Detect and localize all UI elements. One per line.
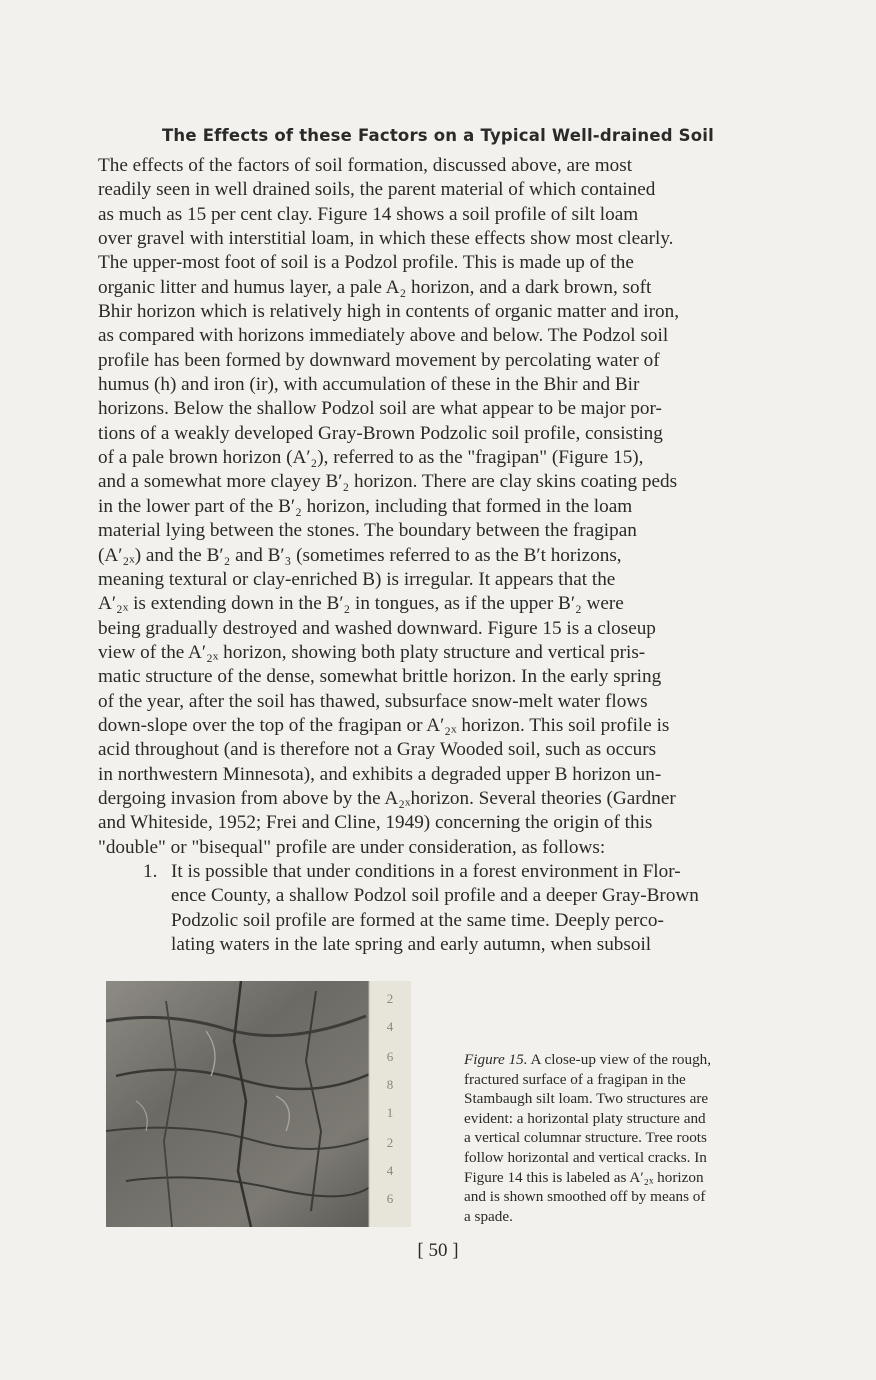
paragraph-line: tions of a weakly developed Gray-Brown Podzolic soil profile, consisting [98,422,663,444]
paragraph-line: readily seen in well drained soils, the parent material of which contained [98,179,656,201]
paragraph-line: acid throughout (and is therefore not a Gray Wooded soil, such as occurs [98,739,657,761]
list-line: ence County, a shallow Podzol soil profile and a deeper Gray-Brown [171,885,699,907]
caption-line: and is shown smoothed off by means of [464,1188,706,1206]
paragraph-line: dergoing invasion from above by the A₂ₓhorizon. Several theories (Gardner [98,787,676,809]
scale-label: 1 [386,1105,394,1120]
paragraph-line: horizons. Below the shallow Podzol soil are what appear to be major por- [98,398,662,420]
paragraph-line: (A′₂ₓ) and the B′₂ and B′₃ (sometimes referred to as the B′t horizons, [98,544,622,566]
paragraph-line: as much as 15 per cent clay. Figure 14 shows a soil profile of silt loam [98,203,639,225]
paragraph-line: in northwestern Minnesota), and exhibits a degraded upper B horizon un- [98,763,662,785]
paragraph-line: "double" or "bisequal" profile are under consideration, as follows: [98,836,606,858]
fragipan-photo [106,981,411,1227]
scale-label: 6 [386,1191,394,1206]
paragraph-line: over gravel with interstitial loam, in which these effects show most clearly. [98,228,674,250]
scale-label: 8 [386,1077,394,1092]
paragraph-line: matic structure of the dense, somewhat brittle horizon. In the early spring [98,666,662,688]
figure-caption [464,1050,796,1226]
fragipan-photo-art [106,981,411,1227]
list-line: lating waters in the late spring and early autumn, when subsoil [171,934,652,956]
paragraph-line: material lying between the stones. The boundary between the fragipan [98,520,637,542]
paragraph-line: and a somewhat more clayey B′₂ horizon. There are clay skins coating peds [98,471,678,493]
caption-figure-label: Figure 15. [464,1051,528,1068]
caption-line: follow horizontal and vertical cracks. In [464,1148,707,1166]
paragraph-line: Bhir horizon which is relatively high in contents of organic matter and iron, [98,301,679,323]
paragraph-line: meaning textural or clay-enriched B) is irregular. It appears that the [98,568,616,590]
list-line: Podzolic soil profile are formed at the same time. Deeply perco- [171,909,664,931]
caption-line: evident: a horizontal platy structure and [464,1109,706,1127]
scale-label: 4 [386,1163,394,1178]
caption-line: fractured surface of a fragipan in the [464,1070,686,1088]
scale-label: 2 [386,991,394,1006]
paragraph-line: profile has been formed by downward movement by percolating water of [98,349,660,371]
scale-label: 2 [386,1135,394,1150]
page-number: [ 50 ] [417,1240,459,1261]
scale-label: 6 [386,1049,394,1064]
caption-first-line [464,1050,796,1070]
section-heading: The Effects of these Factors on a Typical Well-drained Soil [161,126,715,145]
paragraph-line: and Whiteside, 1952; Frei and Cline, 1949) concerning the origin of this [98,812,653,834]
list-number: 1. [143,861,158,882]
paragraph-line: of the year, after the soil has thawed, subsurface snow-melt water flows [98,690,648,712]
caption-line: a vertical columnar structure. Tree roots [464,1129,707,1147]
paragraph-line: organic litter and humus layer, a pale A₂ horizon, and a dark brown, soft [98,276,652,298]
caption-line: Figure 14 this is labeled as A′₂ₓ horizon [464,1168,704,1186]
body-paragraph [98,154,789,860]
paragraph-line: The effects of the factors of soil formation, discussed above, are most [98,155,633,176]
paragraph-line: being gradually destroyed and washed downward. Figure 15 is a closeup [98,617,656,639]
paragraph-line: of a pale brown horizon (A′₂), referred to as the "fragipan" (Figure 15), [98,447,644,469]
paragraph-line: as compared with horizons immediately above and below. The Podzol soil [98,325,669,347]
paragraph-line: The upper-most foot of soil is a Podzol profile. This is made up of the [98,252,634,274]
caption-line: a spade. [464,1207,513,1225]
list-line: It is possible that under conditions in a forest environment in Flor- [171,861,681,882]
paragraph-line: view of the A′₂ₓ horizon, showing both platy structure and vertical pris- [98,641,646,663]
paragraph-line: down-slope over the top of the fragipan or A′₂ₓ horizon. This soil profile is [98,714,670,736]
paragraph-line: humus (h) and iron (ir), with accumulation of these in the Bhir and Bir [98,374,640,396]
scale-label: 4 [386,1019,394,1034]
paragraph-line: A′₂ₓ is extending down in the B′₂ in tongues, as if the upper B′₂ were [98,593,624,615]
caption-line: A close-up view of the rough, [530,1051,712,1068]
numbered-list-item [143,860,789,957]
caption-line: Stambaugh silt loam. Two structures are [464,1090,709,1108]
paragraph-line: in the lower part of the B′₂ horizon, including that formed in the loam [98,495,633,517]
